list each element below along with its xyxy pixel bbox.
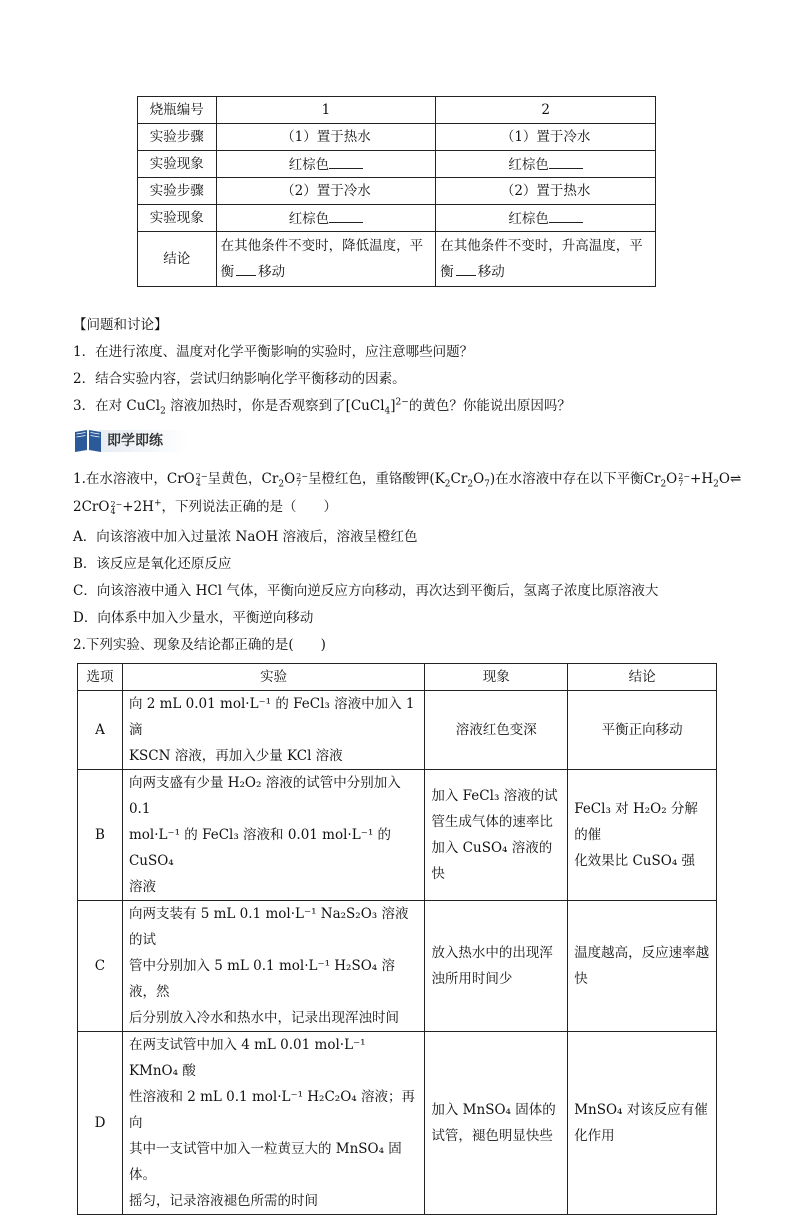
text-segment: 呈黄色，Cr [207,471,279,487]
cell-text: 移动 [258,264,286,280]
experiment-cell [122,691,424,770]
discussion-question: 1．在进行浓度、温度对化学平衡影响的实验时，应注意哪些问题？ [73,344,474,360]
phenomenon-cell [425,901,568,1032]
table-header-cell: 选项 [78,664,123,691]
table-cell: （2）置于冷水 [216,178,436,205]
option-cell: B [78,770,123,901]
cell-line: MnSO₄ 对该反应有催 [574,1102,708,1118]
section-banner [73,428,189,454]
option-b: B．该反应是氧化还原反应 [73,556,232,572]
table-row [78,901,717,1032]
cell-line: 温度越高，反应速率越 [574,945,710,961]
option-cell: C [78,901,123,1032]
cell-text: 衡 [220,264,235,280]
cell-text: 红棕色 [508,156,549,173]
cell-line: 其中一支试管中加入一粒黄豆大的 MnSO₄ 固体。 [128,1141,402,1183]
cell-line: 试管，褪色明显快些 [431,1128,553,1144]
experiment-cell [122,770,424,901]
phenomenon-cell: 溶液红色变深 [425,691,568,770]
cell-line: 化作用 [574,1128,615,1144]
row-label: 结论 [138,232,217,287]
option-a: A．向该溶液中加入过量浓 NaOH 溶液后，溶液呈橙红色 [73,529,418,545]
cell-text: 红棕色 [508,210,549,227]
table-header-cell: 1 [216,97,436,124]
answer-blank [329,154,363,169]
text-segment: O⇌ [718,471,742,487]
text-segment: 1.在水溶液中，CrO [73,471,195,487]
conclusion-cell [568,1032,717,1215]
table-row [138,97,656,124]
text-segment: 呈橙红色，重铬酸钾(K [307,471,445,487]
table-cell [436,205,656,232]
option-cell: A [78,691,123,770]
cell-line: 加入 MnSO₄ 固体的 [431,1102,556,1118]
cell-line: KSCN 溶液，再加入少量 KCl 溶液 [128,748,343,764]
cell-line: 加入 CuSO₄ 溶液的快 [431,840,553,882]
question-stem: 2CrO2− 4 +2H+，下列说法正确的是（ ） [73,498,337,516]
table-cell [436,151,656,178]
cell-line: 快 [574,971,588,987]
table-cell [216,151,436,178]
table-cell: （1）置于冷水 [436,124,656,151]
option-cell: D [78,1032,123,1215]
cell-text: 移动 [477,264,505,280]
table-row [138,151,656,178]
cell-line: 向两支装有 5 mL 0.1 mol·L⁻¹ Na₂S₂O₃ 溶液的试 [128,906,409,948]
experiment-cell [122,901,424,1032]
text-segment: +H [690,471,714,487]
table-header-row [78,664,717,691]
section-title: 【问题和讨论】 [73,317,168,333]
table-cell: （2）置于热水 [436,178,656,205]
cell-text: 在其他条件不变时，升高温度，平 [440,238,643,254]
discussion-question: 3．在对 CuCl$_2$ 溶液加热时，你是否观察到了[CuCl$_4$]$^{2-}$的黄色？你能说出原因吗？ [73,397,571,417]
table-cell: （1）置于热水 [216,124,436,151]
table-row [138,124,656,151]
cell-line: 摇匀，记录溶液褪色所需的时间 [128,1193,318,1209]
text-segment: 的黄色？你能说出原因吗？ [408,398,571,414]
table-header-cell: 实验 [122,664,424,691]
banner-label: 即学即练 [107,433,163,449]
row-label: 实验步骤 [138,178,217,205]
table-header-cell: 烧瓶编号 [138,97,217,124]
question-table [77,663,717,1215]
cell-line: 加入 FeCl₃ 溶液的试 [431,788,558,804]
phenomenon-cell [425,770,568,901]
cell-line: 溶液 [128,879,156,895]
cell-line: 浊所用时间少 [431,971,513,987]
table-row [78,1032,717,1215]
experiment-cell [122,1032,424,1215]
table-row [138,232,656,287]
table-row [78,770,717,901]
answer-blank [456,261,476,276]
cell-line: 后分别放入冷水和热水中，记录出现浑浊时间 [128,1010,399,1026]
row-label: 实验现象 [138,205,217,232]
table-cell [216,232,436,287]
answer-blank [549,208,583,223]
question-stem: 1.在水溶液中，CrO2− 4 呈黄色，$Cr_2O2-$ 7 呈橙红色，重铬酸钾$(K_2Cr_2O_7)$在水溶液中存在以下平衡$Cr_2O2-$ $7 +H_2O\rightleftharpoons$ [73,471,742,490]
table-header-cell: 现象 [425,664,568,691]
cell-line: 管生成气体的速率比 [431,814,553,830]
answer-blank [329,208,363,223]
conclusion-cell: 平衡正向移动 [568,691,717,770]
table-header-cell: 结论 [568,664,717,691]
cell-line: 向两支盛有少量 H₂O₂ 溶液的试管中分别加入 0.1 [128,775,401,817]
cell-line: 化效果比 CuSO₄ 强 [574,853,696,869]
table-row [138,205,656,232]
question-stem: 2.下列实验、现象及结论都正确的是( ) [73,637,326,653]
table-cell [436,232,656,287]
text-segment: ，下列说法正确的是（ ） [161,499,337,515]
cell-text: 衡 [440,264,454,280]
conclusion-cell [568,901,717,1032]
text-segment: )在水溶液中存在以下平衡Cr [489,471,661,487]
text-segment: 3．在对 CuCl [73,398,161,414]
option-d: D．向体系中加入少量水，平衡逆向移动 [73,610,314,626]
option-c: C．向该溶液中通入 HCl 气体，平衡向逆反应方向移动，再次达到平衡后，氢离子浓度比原溶液大 [73,583,659,599]
cell-line: 向 2 mL 0.01 mol·L⁻¹ 的 FeCl₃ 溶液中加入 1 滴 [128,696,415,738]
text-segment: 溶液加热时，你是否观察到了[CuCl [165,398,385,414]
conclusion-cell [568,770,717,901]
row-label: 实验步骤 [138,124,217,151]
cell-text: 红棕色 [288,156,330,173]
cell-line: 管中分别加入 5 mL 0.1 mol·L⁻¹ H₂SO₄ 溶液，然 [128,958,395,1000]
table-row [138,178,656,205]
answer-blank [236,261,256,276]
cell-line: mol·L⁻¹ 的 FeCl₃ 溶液和 0.01 mol·L⁻¹ 的 CuSO₄ [128,827,392,869]
book-icon [73,428,103,454]
table-cell [216,205,436,232]
table-header-cell: 2 [436,97,656,124]
cell-line: 性溶液和 2 mL 0.1 mol·L⁻¹ H₂C₂O₄ 溶液；再向 [128,1089,415,1131]
cell-line: 在两支试管中加入 4 mL 0.01 mol·L⁻¹ KMnO₄ 酸 [128,1037,366,1079]
discussion-question: 2．结合实验内容，尝试归纳影响化学平衡移动的因素。 [73,371,406,387]
cell-text: 红棕色 [288,210,330,227]
text-segment: 2CrO [73,499,110,515]
answer-blank [549,154,583,169]
table-row [78,691,717,770]
cell-line: 放入热水中的出现浑 [431,945,553,961]
experiment-table [137,96,656,287]
text-segment: +2H [122,499,154,515]
phenomenon-cell [425,1032,568,1215]
cell-text: 在其他条件不变时，降低温度，平 [220,238,424,254]
cell-line: FeCl₃ 对 H₂O₂ 分解的催 [574,801,698,843]
row-label: 实验现象 [138,151,217,178]
